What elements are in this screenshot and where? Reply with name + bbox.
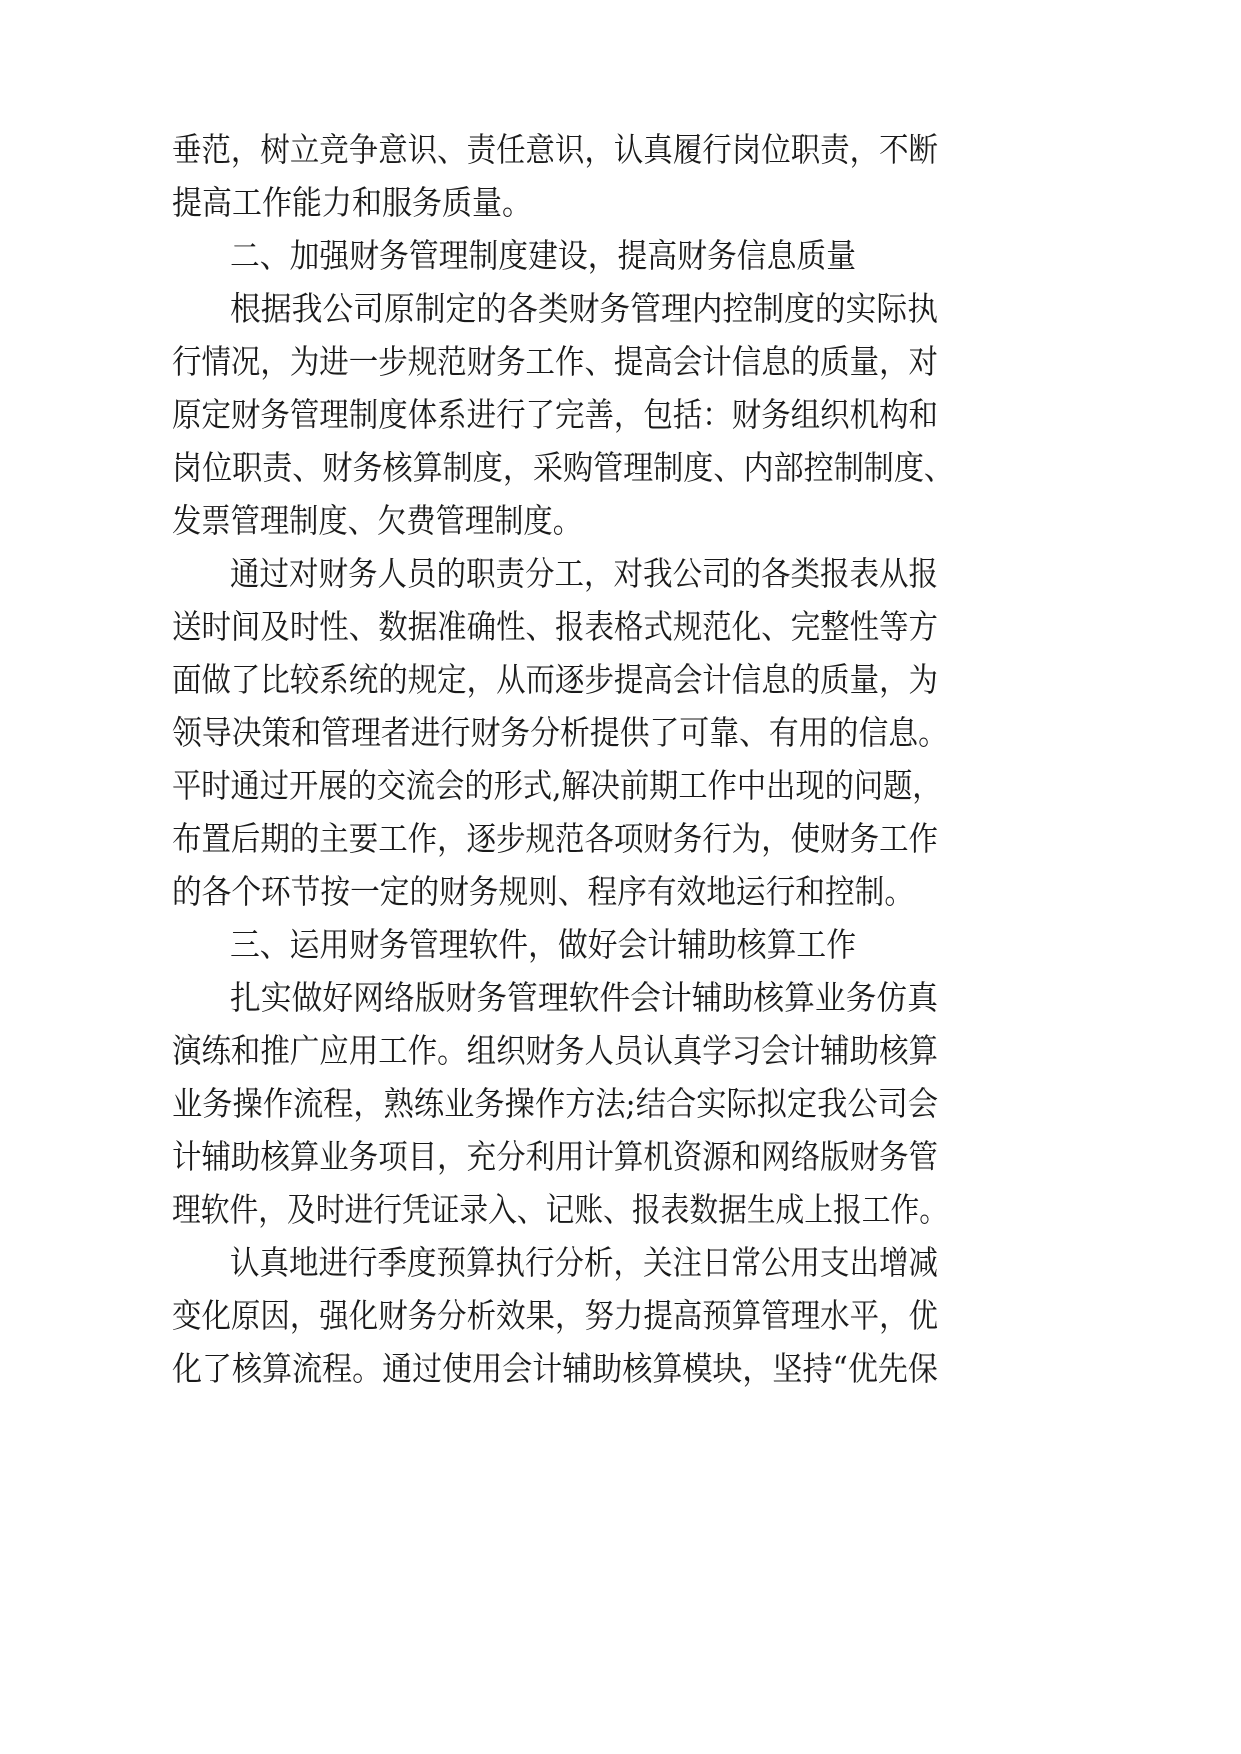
text-line: 送时间及时性、数据准确性、报表格式规范化、完整性等方 xyxy=(172,607,938,646)
text-line: 原定财务管理制度体系进行了完善，包括：财务组织机构和 xyxy=(172,395,938,434)
text-line: 演练和推广应用工作。组织财务人员认真学习会计辅助核算 xyxy=(172,1031,938,1070)
text-line: 平时通过开展的交流会的形式,解决前期工作中出现的问题， xyxy=(172,766,942,805)
text-line: 通过对财务人员的职责分工，对我公司的各类报表从报 xyxy=(230,554,938,593)
text-line: 垂范，树立竞争意识、责任意识，认真履行岗位职责，不断 xyxy=(172,130,938,169)
text-line: 面做了比较系统的规定，从而逐步提高会计信息的质量，为 xyxy=(172,660,938,699)
text-line: 岗位职责、财务核算制度，采购管理制度、内部控制制度、 xyxy=(172,448,954,487)
section-heading: 三、运用财务管理软件，做好会计辅助核算工作 xyxy=(230,925,856,964)
text-line: 认真地进行季度预算执行分析，关注日常公用支出增减 xyxy=(230,1243,938,1282)
text-line: 变化原因，强化财务分析效果，努力提高预算管理水平，优 xyxy=(172,1296,938,1335)
text-line: 根据我公司原制定的各类财务管理内控制度的实际执 xyxy=(230,289,938,328)
text-line: 行情况，为进一步规范财务工作、提高会计信息的质量，对 xyxy=(172,342,938,381)
text-line: 计辅助核算业务项目，充分利用计算机资源和网络版财务管 xyxy=(172,1137,938,1176)
text-line: 理软件，及时进行凭证录入、记账、报表数据生成上报工作。 xyxy=(172,1190,948,1229)
text-line: 领导决策和管理者进行财务分析提供了可靠、有用的信息。 xyxy=(172,713,948,752)
text-line: 的各个环节按一定的财务规则、程序有效地运行和控制。 xyxy=(172,872,914,911)
text-line: 提高工作能力和服务质量。 xyxy=(172,183,532,222)
text-line: 扎实做好网络版财务管理软件会计辅助核算业务仿真 xyxy=(230,978,938,1017)
text-line: 化了核算流程。通过使用会计辅助核算模块，坚持“优先保 xyxy=(172,1349,938,1388)
text-line: 业务操作流程，熟练业务操作方法;结合实际拟定我公司会 xyxy=(172,1084,939,1123)
text-line: 发票管理制度、欠费管理制度。 xyxy=(172,501,582,540)
section-heading: 二、加强财务管理制度建设，提高财务信息质量 xyxy=(230,236,856,275)
text-line: 布置后期的主要工作，逐步规范各项财务行为，使财务工作 xyxy=(172,819,938,858)
